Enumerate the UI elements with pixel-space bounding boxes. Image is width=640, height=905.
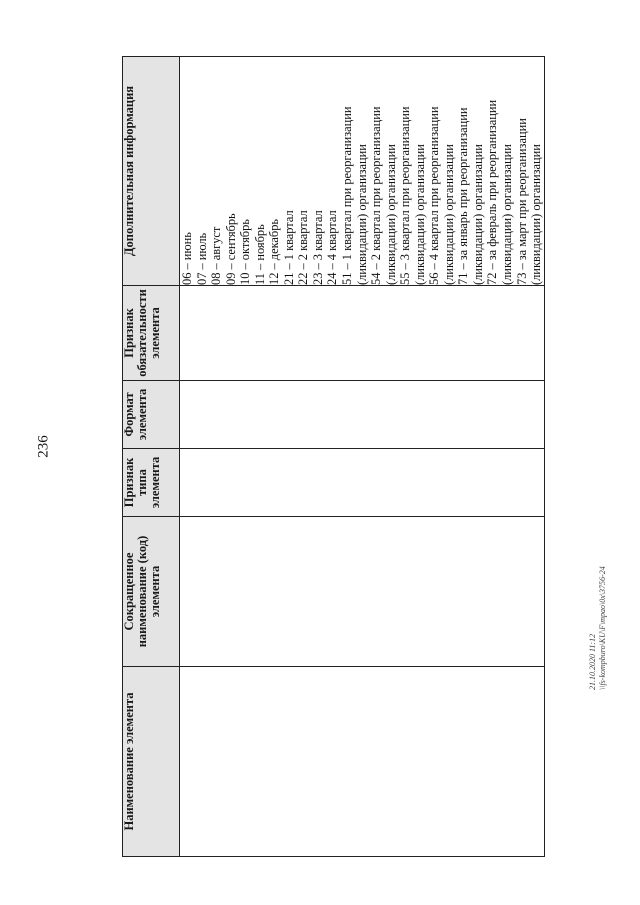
info-list-item: 07 – июль <box>194 232 209 285</box>
info-list-item: (ликвидации) организации <box>383 144 398 285</box>
element-spec-table <box>122 56 545 857</box>
info-list-item: (ликвидации) организации <box>529 144 544 285</box>
info-list-item: 11 – ноябрь <box>252 224 267 285</box>
info-list-item: 09 – сентябрь <box>223 213 238 285</box>
cell-element-format <box>180 381 545 449</box>
cell-element-required <box>180 286 545 381</box>
info-list-item: (ликвидации) организации <box>441 144 456 285</box>
info-list-item: 55 – 3 квартал при реорганизации <box>398 106 413 285</box>
info-list-item: 21 – 1 квартал <box>281 210 296 285</box>
cell-additional-info <box>180 57 545 286</box>
info-list-item: 73 – за март при реорганизации <box>514 118 529 285</box>
info-list-item: 54 – 2 квартал при реорганизации <box>369 106 384 285</box>
table-header-row <box>123 57 180 857</box>
header-element-code: Сокращенное наименование (код) элемента <box>123 517 180 667</box>
info-list-item: 08 – август <box>209 226 224 285</box>
info-list-item: 10 – октябрь <box>238 219 253 285</box>
info-list-item: (ликвидации) организации <box>500 144 515 285</box>
header-element-required: Признак обязательности элемента <box>123 286 180 381</box>
info-list-item: 06 – июнь <box>180 232 194 285</box>
footer-file-path: \\fs-kompburo\KU\F\mpao\0x\3756-24 <box>598 566 607 690</box>
document-footer <box>588 550 608 690</box>
info-list-item: (ликвидации) организации <box>470 144 485 285</box>
info-list-item: 12 – декабрь <box>267 218 282 285</box>
info-list-item: (ликвидации) организации <box>354 144 369 285</box>
cell-element-code <box>180 517 545 667</box>
header-element-format: Формат элемента <box>123 381 180 449</box>
info-list-item: 22 – 2 квартал <box>296 210 311 285</box>
page-number: 236 <box>35 435 52 458</box>
info-list-item: (ликвидации) организации <box>412 144 427 285</box>
header-additional-info: Дополнительная информация <box>123 57 180 286</box>
info-list-item: 51 – 1 квартал при реорганизации <box>340 106 355 285</box>
footer-timestamp: 21.10.2020 11:12 <box>588 633 597 690</box>
header-element-type: Признак типа элемента <box>123 449 180 517</box>
info-list <box>180 57 544 285</box>
info-list-item: 71 – за январь при реорганизации <box>456 107 471 285</box>
info-list-item: 23 – 3 квартал <box>310 210 325 285</box>
info-list-item: 24 – 4 квартал <box>325 210 340 285</box>
info-list-item: 72 – за февраль при реорганизации <box>485 99 500 285</box>
header-element-name: Наименование элемента <box>123 667 180 857</box>
info-list-item: 56 – 4 квартал при реорганизации <box>427 106 442 285</box>
table-row <box>180 57 545 857</box>
cell-element-type <box>180 449 545 517</box>
cell-element-name <box>180 667 545 857</box>
rotated-table-container <box>122 57 542 857</box>
